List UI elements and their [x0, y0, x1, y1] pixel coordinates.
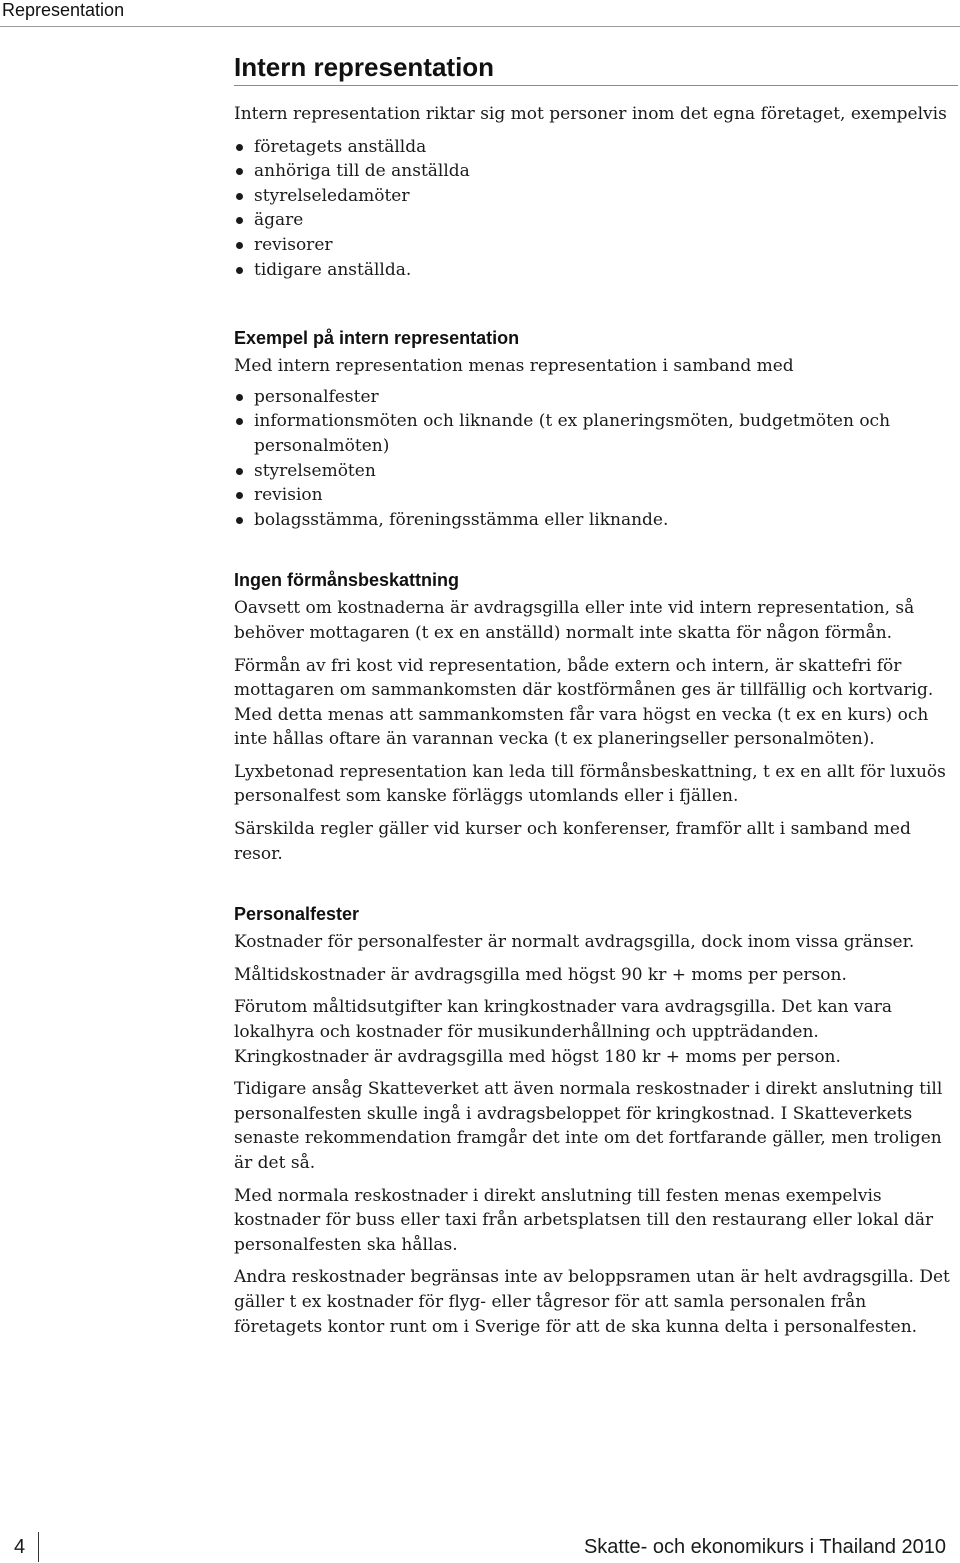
paragraph: Förmån av fri kost vid representation, både extern och intern, är skattefri för mottagaren om sammankomsten där kostförmånen ges är tillfällig och kortvarig. Med detta menas att sammankomsten får vara högst en vecka (t ex en kurs) och inte hållas oftare än varannan vecka (t ex planeringseller personalmöten). [234, 655, 934, 750]
intro-paragraph: Intern representation riktar sig mot personer inom det egna företaget, exempelvis [234, 104, 947, 124]
list-item: tidigare anställda. [234, 258, 958, 283]
list-item: personalfester [234, 385, 958, 410]
bullet-icon [236, 517, 243, 524]
footer-title: Skatte- och ekonomikurs i Thailand 2010 [583, 1536, 946, 1558]
list-item: bolagsstämma, föreningsstämma eller liknande. [234, 508, 958, 533]
list-item: ägare [234, 208, 958, 233]
bullet-icon [236, 267, 243, 274]
paragraph: Särskilda regler gäller vid kurser och konferenser, framför allt i samband med resor. [234, 819, 911, 864]
footer-divider [38, 1532, 39, 1562]
bullet-icon [236, 217, 243, 224]
page-footer [0, 1526, 960, 1563]
list-item: styrelsemöten [234, 459, 958, 484]
bullet-icon [236, 242, 243, 249]
bullet-icon [236, 193, 243, 200]
running-head [0, 0, 960, 27]
bullet-icon [236, 394, 243, 401]
bullet-icon [236, 418, 243, 425]
intro-list [234, 135, 958, 283]
paragraph: Kostnader för personalfester är normalt avdragsgilla, dock inom vissa gränser. [234, 932, 915, 953]
list-item: informationsmöten och liknande (t ex planeringsmöten, budgetmöten och personalmöten) [234, 409, 958, 458]
paragraph: Tidigare ansåg Skatteverket att även normala reskostnader i direkt anslutning till personalfesten skulle ingå i avdragsbeloppet för kringkostnad. I Skatteverkets senaste rekommendation framgår det inte om det fortfarande gäller, men troligen är det så. [234, 1079, 943, 1173]
list-item: styrelseledamöter [234, 184, 958, 209]
page-title: Intern representation [234, 52, 958, 86]
section-heading: Ingen förmånsbeskattning [234, 570, 460, 591]
list-item: anhöriga till de anställda [234, 159, 958, 184]
section-list [234, 385, 958, 533]
list-item: revisorer [234, 233, 958, 258]
running-head-text: Representation [2, 0, 125, 20]
list-item: företagets anställda [234, 135, 958, 160]
paragraph: Lyxbetonad representation kan leda till förmånsbeskattning, t ex en allt för luxuös personalfest som kanske förläggs utomlands eller i fjällen. [234, 761, 946, 807]
bullet-icon [236, 468, 243, 475]
page-content [234, 52, 958, 1339]
page-number: 4 [14, 1536, 26, 1558]
paragraph: Oavsett om kostnaderna är avdragsgilla eller inte vid intern representation, så behöver mottagaren (t ex en anställd) normalt inte skatta för någon förmån. [234, 598, 915, 643]
list-item: revision [234, 483, 958, 508]
paragraph: Förutom måltidsutgifter kan kringkostnader vara avdragsgilla. Det kan vara lokalhyra och kostnader för musikunderhållning och uppträdanden. Kringkostnader är avdragsgilla med högst 180 kr + moms per person. [234, 997, 893, 1067]
section-lead: Med intern representation menas representation i samband med [234, 356, 794, 377]
bullet-icon [236, 168, 243, 175]
paragraph: Måltidskostnader är avdragsgilla med högst 90 kr + moms per person. [234, 964, 847, 985]
bullet-icon [236, 144, 243, 151]
bullet-icon [236, 492, 243, 499]
section-heading: Exempel på intern representation [234, 328, 520, 349]
section-heading: Personalfester [234, 904, 360, 925]
paragraph: Andra reskostnader begränsas inte av beloppsramen utan är helt avdragsgilla. Det gäller t ex kostnader för flyg- eller tågresor för att samla personalen från företagets kontor runt om i Sverige för att de ska kunna delta i personalfesten. [234, 1267, 950, 1337]
paragraph: Med normala reskostnader i direkt anslutning till festen menas exempelvis kostnader för buss eller taxi från arbetsplatsen till den restaurang eller lokal där personalfesten ska hållas. [234, 1185, 934, 1255]
